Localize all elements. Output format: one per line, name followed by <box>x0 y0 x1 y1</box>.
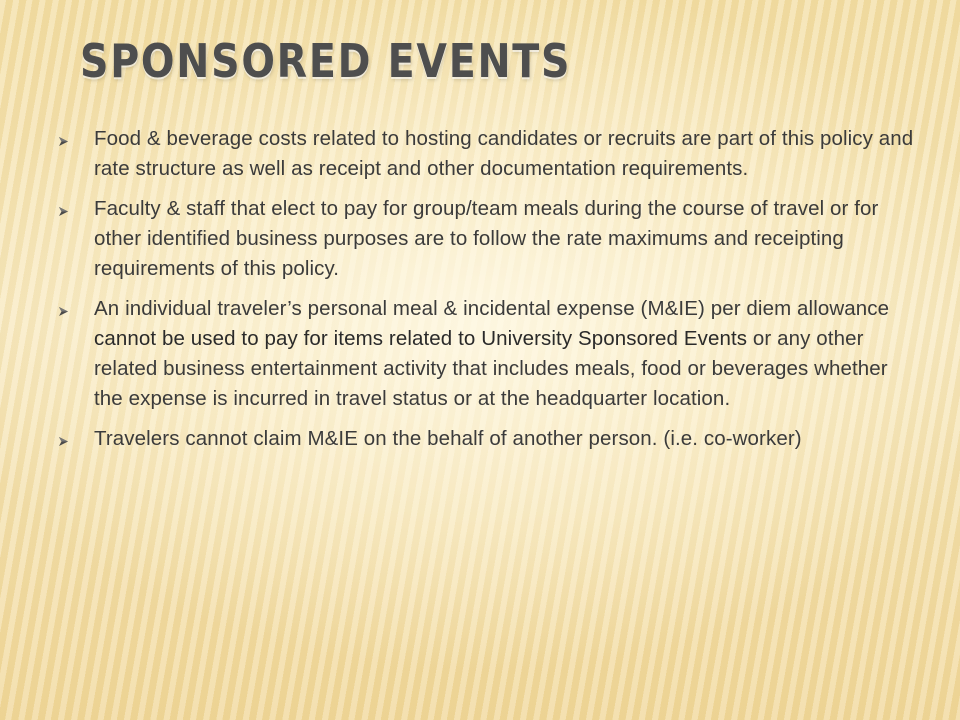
bullet-item <box>56 424 916 454</box>
bullet-item <box>56 294 916 414</box>
bullet-text-before: An individual traveler’s personal meal & incidental expense (M&IE) per diem allowance <box>94 297 890 320</box>
slide-title: SPONSORED EVENTS <box>80 34 572 88</box>
arrow-bullet-icon <box>56 294 94 324</box>
bullet-text: Faculty & staff that elect to pay for group/team meals during the course of travel or for other identified business purposes are to follow the rate maximums and receipting requirements of this policy. <box>94 197 879 280</box>
bullet-text-after: or any other related business entertainment activity that includes meals, food or beverages whether the expense is incurred in travel status or at the headquarter location. <box>94 327 888 410</box>
arrow-bullet-icon <box>56 424 94 454</box>
bullet-text: Food & beverage costs related to hosting candidates or recruits are part of this policy and rate structure as well as receipt and other documentation requirements. <box>94 127 914 180</box>
bullet-item <box>56 124 916 184</box>
arrow-bullet-icon <box>56 194 94 224</box>
arrow-bullet-icon <box>56 124 94 154</box>
bullet-text <box>94 294 916 414</box>
bullet-list <box>56 124 916 464</box>
bullet-text-emphasis: cannot be used to pay for items related to University Sponsored Events <box>94 327 748 350</box>
bullet-item <box>56 194 916 284</box>
bullet-text: Travelers cannot claim M&IE on the behalf of another person. (i.e. co-worker) <box>94 427 802 450</box>
